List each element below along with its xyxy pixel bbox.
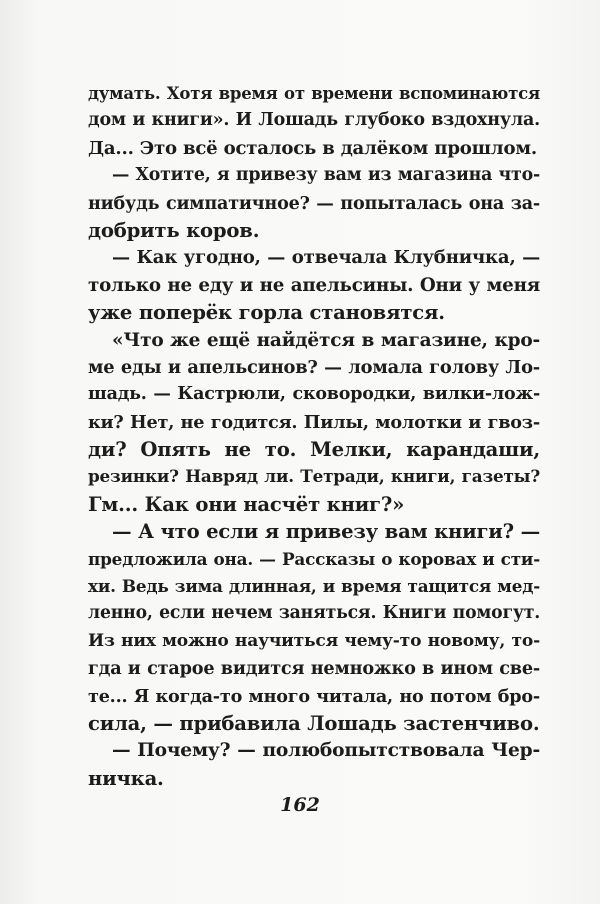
text-line: нибудь симпатичное? — попыталась она за-: [88, 192, 540, 214]
text-line: ленно, если нечем заняться. Книги помогут.: [88, 603, 540, 624]
text-line: — Хотите, я привезу вам из магазина что-: [112, 165, 540, 186]
text-line: Да... Это всё осталось в далёком прошлом.: [88, 137, 537, 159]
page-number: 162: [280, 794, 320, 816]
text-line: только не еду и не апельсины. Они у меня: [88, 274, 540, 296]
text-line: предложила она. — Рассказы о коровах и сти-: [88, 548, 540, 569]
text-line: дом и книги». И Лошадь глубоко вздохнула.: [88, 110, 540, 131]
text-line: — Почему? — полюбопытствовала Чер-: [112, 740, 540, 762]
text-line: ди? Опять не то. Мелки, карандаши,: [88, 438, 540, 462]
text-line: ничка.: [88, 766, 164, 790]
text-line: «Что же ещё найдётся в магазине, кро-: [112, 329, 540, 351]
text-line: Из них можно научиться чему-то новому, то-: [88, 630, 540, 651]
text-line: ки? Нет, не годится. Пилы, молотки и гвоз-: [88, 411, 540, 433]
text-line: шадь. — Кастрюли, сковородки, вилки-лож-: [88, 384, 540, 405]
body-text: [88, 80, 540, 792]
text-line: Гм... Как они насчёт книг?»: [88, 492, 405, 516]
text-line: те... Я когда-то много читала, но потом бро-: [88, 685, 540, 707]
text-line: добрить коров.: [88, 218, 260, 242]
text-line: ме еды и апельсинов? — ломала голову Ло-: [88, 356, 540, 378]
text-line: — Как угодно, — отвечала Клубничка, —: [112, 247, 540, 269]
text-line: гда и старое видится немножко в ином све-: [88, 658, 540, 680]
text-line: — А что если я привезу вам книги? —: [112, 520, 540, 544]
text-line: уже поперёк горла становятся.: [88, 301, 445, 325]
text-line: хи. Ведь зима длинная, и время тащится мед-: [88, 576, 540, 597]
text-line: сила, — прибавила Лошадь застенчиво.: [88, 711, 540, 735]
text-line: резинки? Навряд ли. Тетради, книги, газеты?: [88, 466, 540, 487]
text-line: думать. Хотя время от времени вспоминаются: [88, 83, 540, 103]
